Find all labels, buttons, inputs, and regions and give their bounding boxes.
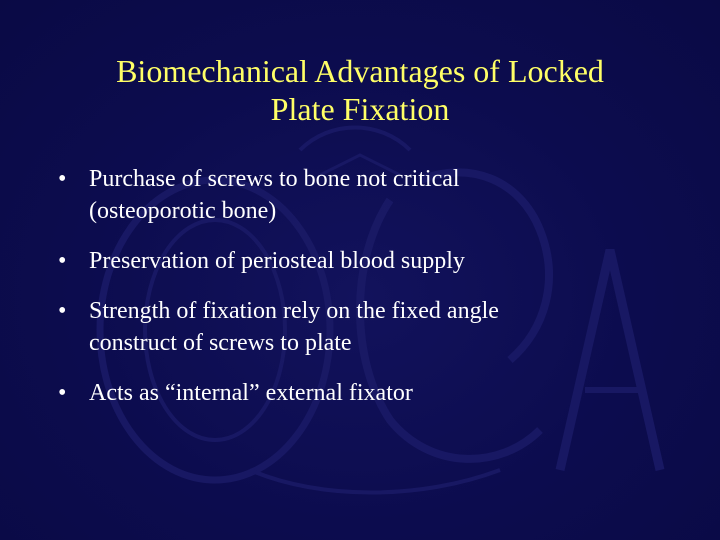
slide-title-line: Biomechanical Advantages of Locked <box>116 53 604 89</box>
bullet-text-line: Preservation of periosteal blood supply <box>89 248 465 274</box>
bullet-text-line: Purchase of screws to bone not critical <box>89 166 460 192</box>
bullet-text-line: Strength of fixation rely on the fixed angle <box>89 298 499 324</box>
bullet-text-line: construct of screws to plate <box>89 330 352 356</box>
bullet-marker-icon: • <box>58 166 67 192</box>
bullet-item <box>58 295 678 359</box>
bullet-marker-icon: • <box>58 380 67 406</box>
bullet-marker-icon: • <box>58 298 67 324</box>
bullet-marker-icon: • <box>58 248 67 274</box>
slide-title-line: Plate Fixation <box>270 91 450 127</box>
bullet-text-line: (osteoporotic bone) <box>89 198 277 224</box>
bullet-item <box>58 245 678 277</box>
bullet-item <box>58 163 678 227</box>
bullet-list <box>58 163 678 427</box>
slide-title <box>40 52 680 128</box>
bullet-item <box>58 377 678 409</box>
bullet-text-line: Acts as “internal” external fixator <box>89 380 413 406</box>
